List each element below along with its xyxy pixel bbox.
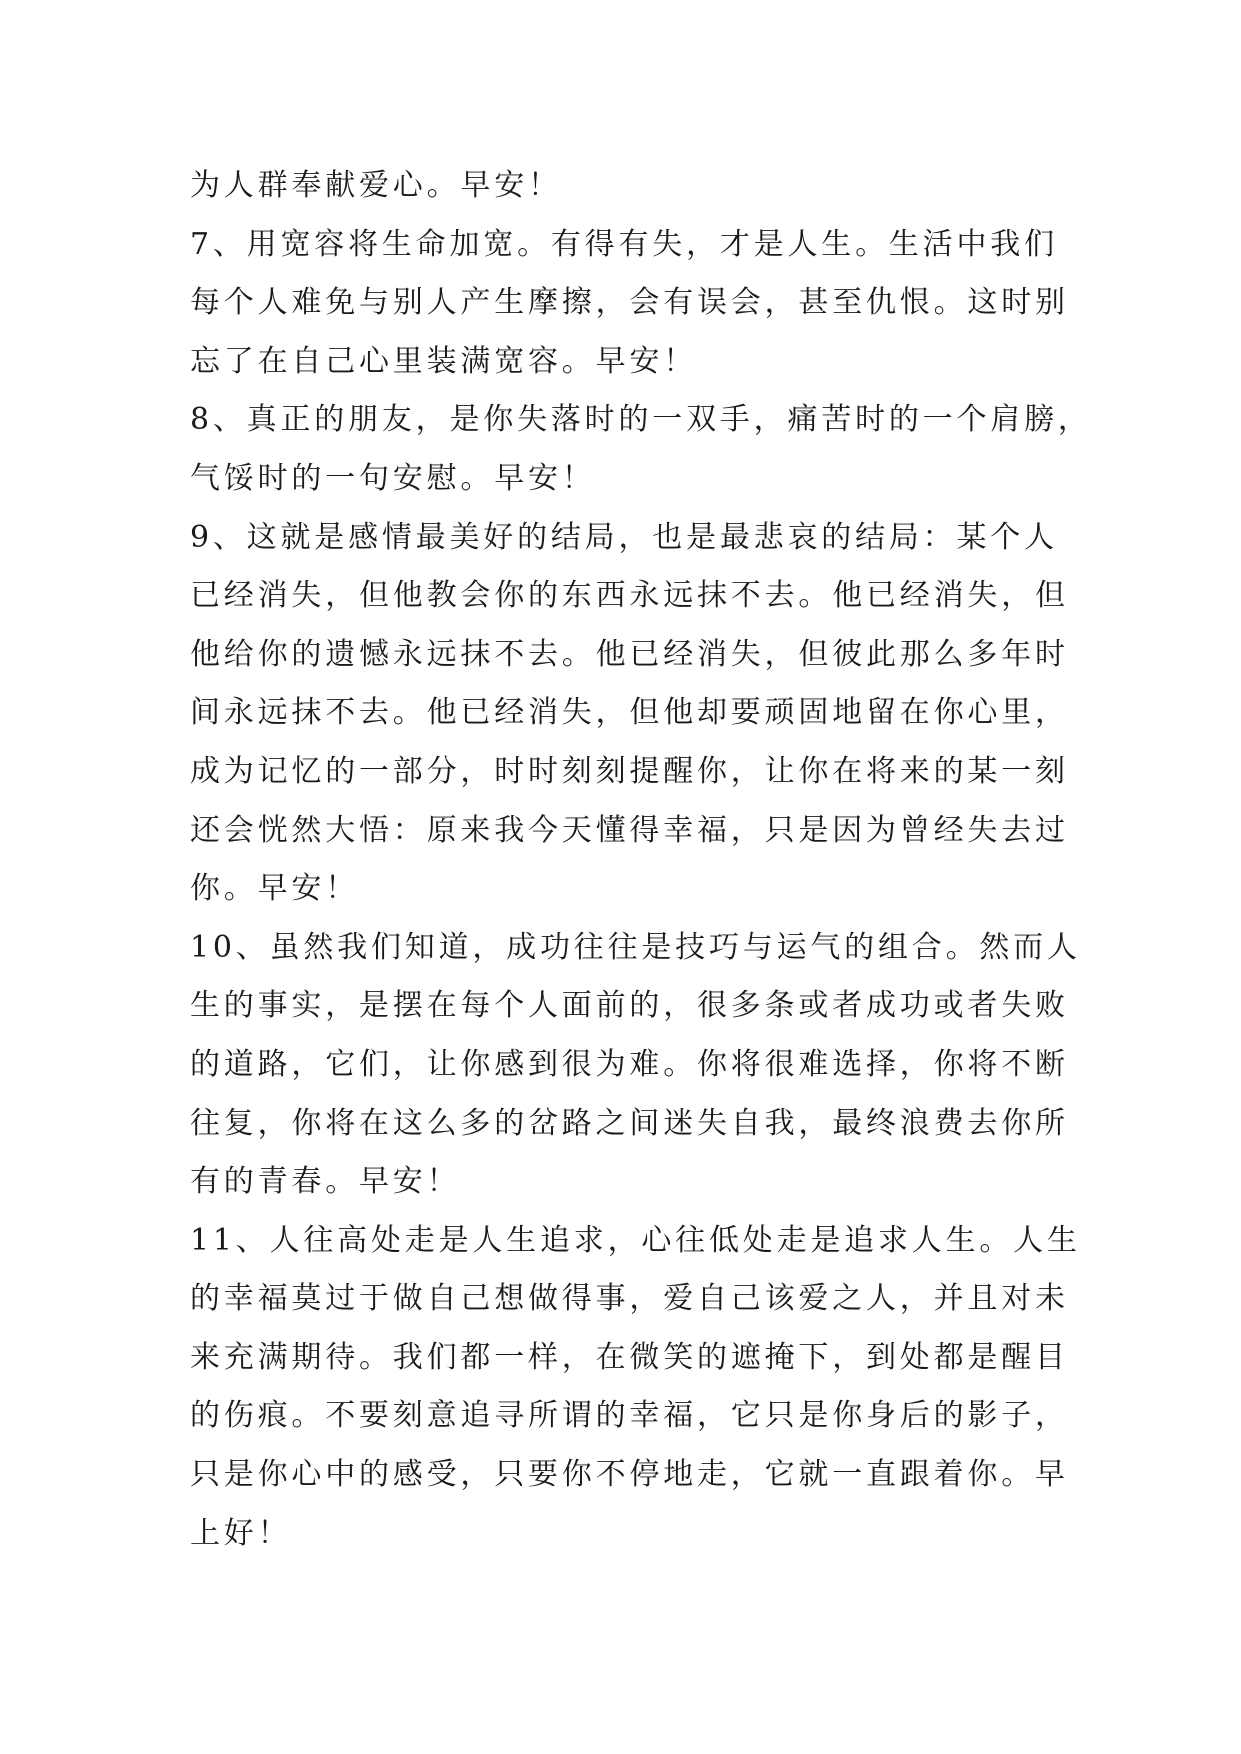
text-line: 来充满期待。我们都一样，在微笑的遮掩下，到处都是醒目 [190,1339,1069,1375]
text-line: 11、人往高处走是人生追求，心往低处走是追求人生。人生 [190,1222,1081,1258]
text-line: 气馁时的一句安慰。早安！ [190,460,596,496]
text-line: 成为记忆的一部分，时时刻刻提醒你，让你在将来的某一刻 [190,753,1069,789]
text-line: 你。早安！ [190,871,359,907]
text-line: 的伤痕。不要刻意追寻所谓的幸福，它只是你身后的影子， [190,1398,1069,1434]
text-line: 8、真正的朋友，是你失落时的一双手，痛苦时的一个肩膀， [190,402,1092,438]
text-line: 上好！ [190,1515,292,1551]
text-line: 9、这就是感情最美好的结局，也是最悲哀的结局：某个人 [190,519,1058,555]
text-line: 往复，你将在这么多的岔路之间迷失自我，最终浪费去你所 [190,1105,1069,1141]
text-line: 还会恍然大悟：原来我今天懂得幸福，只是因为曾经失去过 [190,812,1069,848]
text-line: 已经消失，但他教会你的东西永远抹不去。他已经消失，但 [190,578,1069,614]
document-body [190,157,1092,1563]
text-line: 间永远抹不去。他已经消失，但他却要顽固地留在你心里， [190,695,1069,731]
text-line: 的幸福莫过于做自己想做得事，爱自己该爱之人，并且对未 [190,1281,1069,1317]
text-line: 10、虽然我们知道，成功往往是技巧与运气的组合。然而人 [190,929,1081,965]
text-line: 有的青春。早安！ [190,1164,461,1200]
text-line: 7、用宽容将生命加宽。有得有失，才是人生。生活中我们 [190,226,1058,262]
text-line: 生的事实，是摆在每个人面前的，很多条或者成功或者失败 [190,988,1069,1024]
text-line: 的道路，它们，让你感到很为难。你将很难选择，你将不断 [190,1046,1069,1082]
text-line: 为人群奉献爱心。早安！ [190,168,562,203]
text-line: 只是你心中的感受，只要你不停地走，它就一直跟着你。早 [190,1457,1069,1493]
text-line: 他给你的遗憾永远抹不去。他已经消失，但彼此那么多年时 [190,636,1069,672]
text-line: 每个人难免与别人产生摩擦，会有误会，甚至仇恨。这时别 [190,285,1069,321]
text-line: 忘了在自己心里装满宽容。早安！ [190,343,697,379]
